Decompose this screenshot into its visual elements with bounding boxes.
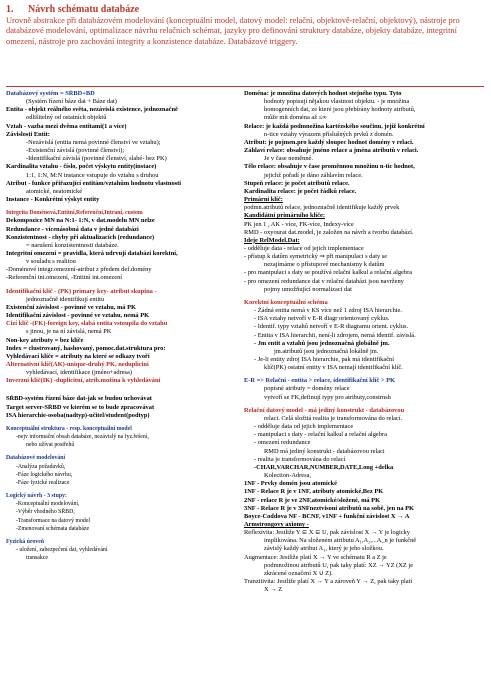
right-line: Kolection-Adresa, — [264, 472, 312, 480]
left-line: Kardinalita vztahu - číslo, počet výskytu entity(instace) — [6, 163, 157, 171]
right-line: RMD - oxyourat dat.model, je založen na návrh a tvorbu databází. — [244, 228, 414, 236]
left-line: Databázové modelování — [6, 455, 66, 462]
right-line: Primární klíč: — [244, 196, 283, 204]
right-line: jejichž pořadí je dáno záhlavím relace. — [264, 171, 363, 179]
left-line: s jinou, je na ní závislá, nemá PK — [26, 328, 112, 336]
right-line: Kardinalita relace: je počet řádků relace. — [244, 187, 357, 195]
left-line: -Výběr vhodného SŘBD, — [16, 509, 75, 516]
left-line: -Fáze logického návrhu, — [16, 471, 73, 478]
right-line: vytvoří se FK,definují typy pro atributy,constrnsh — [264, 393, 391, 401]
left-line: Konceptuální struktura - resp. konceptuální model — [6, 425, 132, 432]
left-line: -Referenční int.omezení, -Entitní int.omezení — [6, 274, 123, 282]
left-line: -Existenční závislá (povinné členství); — [26, 147, 125, 155]
right-line: Armstrongovy axiomy - — [244, 520, 309, 528]
right-line: 1NF - Relace R je v 1NF, atributy atomické,Bez PK — [244, 488, 384, 496]
left-line: Existenční závislost - povinné ve vztahu, má PK — [6, 303, 136, 311]
right-line: - ISA vztahy netvoří v E-R diagr orientovaný cyklus. — [254, 315, 390, 323]
left-line: jednoznačně identifikují entitu — [26, 295, 105, 303]
left-line: Logický návrh - 3 stupy: — [6, 493, 67, 500]
left-line: Integritní omezení = pravidla, která udrvují databázi korektní, — [6, 249, 178, 257]
right-line: Relační datový model - má jediný konstrukt - databázovou — [244, 406, 405, 414]
left-line: Redundance - vícenásobná data v jedné databázi — [6, 225, 139, 233]
right-line: PK jen 1 , AK - více, FK-více, Indexy-více — [244, 220, 354, 228]
right-column — [244, 90, 486, 594]
left-line: Vyhledávací klíče = atributy na které se odkazy tvoří — [6, 352, 150, 360]
right-line: - omezení redundance — [254, 439, 311, 447]
right-line: Augmentace: Jestliže platí X → Y ve schématu R a Z je — [244, 553, 387, 561]
right-line: hodnoty popisují nějakou vlastnost objektu. - je množina — [264, 98, 410, 106]
left-line: Index = clustrovaný, hashovaný, pomoc.dat.struktura pro: — [6, 344, 166, 352]
right-line: 1NF - Prvky domén jsou atomické — [244, 480, 337, 488]
left-line: Integrita Doménová,Entitní,Referenční,Intraní, custom — [6, 210, 143, 217]
left-line: Atribut - funkce přiřazující entitám/vztahům hodnotu vlastnosti — [6, 179, 182, 187]
right-line: - Jm entit a vztahů jsou jednoznačná globálně jm. — [254, 339, 390, 347]
left-line: Entita - objekt reálného světa, nezávislá existence, jednoznačně — [6, 106, 178, 114]
left-line: -Analýza požadavků, — [16, 463, 66, 470]
left-column — [6, 90, 236, 562]
right-line: - pro manipulaci s daty se používá relační kalkul a relační algebra — [244, 269, 413, 277]
left-line: (Systém řízení báze dat + Báze dat) — [26, 98, 117, 106]
right-line: E-R => Relační - entita > relace, identifikační klíč > PK — [244, 377, 395, 385]
right-line: Záhlaví relace: obsahuje jméno relace a jména atributů v relaci. — [244, 147, 419, 155]
left-line: -Nezávislá (entita nemá povinné členství ve vztahu); — [26, 138, 161, 146]
left-line: Non-key atributy = bez klíče — [6, 336, 84, 344]
right-line: -CHAR,VARCHAR,NUMBER,DATE,Long +delka — [254, 463, 394, 471]
left-line: -Zmenovaní schémata databáze — [16, 525, 90, 532]
right-line: - pro omezení redundance dat v relační databázi jsou navrženy — [244, 277, 404, 285]
left-line: Cizí klíč -(FK)-foreign key, slabá entita vstoupila do vztahu — [6, 320, 168, 328]
left-line: nebo užívat postřehů — [26, 442, 75, 449]
left-line: ISA hierarchie-osoba(nadtyp)-učitel/student(podtyp) — [6, 411, 150, 419]
right-line: Tranzitivita: Jestliže platí X → Y a zároveň Y → Z, pak taky platí — [244, 578, 413, 586]
left-line: Target server-SŘBD ve kterém se to bude zpracovávat — [6, 403, 155, 411]
section-number: 1. — [6, 4, 14, 15]
right-line: Atribut: je pojmen.pro každý sloupec hodnot domény v relaci. — [244, 138, 414, 146]
right-line: - Je-li entity zdroj ISA hierarchie, pak má identifikační — [254, 356, 395, 363]
left-line: Identifikační závislost - povinné ve vztahu, nemá PK — [6, 312, 150, 320]
left-line: atomické, neatomické — [26, 187, 83, 195]
left-line: SŘBD-systém řízení báze dat-jak se budou uchovávat — [6, 395, 152, 403]
right-line: X → Z — [264, 586, 283, 594]
right-line: Kandidátní primárního klíče: — [244, 212, 325, 220]
right-line: závislý každý atribut A₁, který je jeho složkou. — [264, 545, 384, 553]
right-line: Ideje RelModel.Dat: — [244, 236, 300, 244]
right-line: relaci. Celá složitá realita je transformována do relací. — [264, 414, 403, 422]
right-line: klíč(PK) ostatní entity v ISA nemají identifikační klíč. — [264, 364, 403, 372]
right-line: podmn.atributů relace, jednoznačně identifikuje každý prvek — [244, 204, 400, 212]
right-line: - Entita v ISA hierarchii, není-li zdrojem, nemá identif. závislá. — [254, 331, 416, 339]
right-line: Korektní konceptuální schéma — [244, 298, 328, 306]
right-line: - odděluje data od jejich implementace — [254, 423, 354, 431]
right-line: n-tice vztahy výrazem příslušných prvků z domén. — [264, 130, 394, 138]
left-line: -Doménové integr.omezení-atribut z předem def.domény — [6, 266, 152, 274]
right-line: - odděluje data - relace od jejich implementace — [244, 244, 364, 252]
left-line: Identifikační klíč - (PK) primary key- atribut skupina - — [6, 287, 157, 295]
right-line: Stupeň relace: je počet atributů relace. — [244, 179, 350, 187]
right-line: jm.atributů jsou jednoznačná lokálně jm. — [274, 347, 379, 355]
right-line: Tělo relace: obsahuje v čase proměnnou množinu n-tic hodnot, — [244, 163, 415, 171]
right-line: homogenních dat, ze které jsou přebírány hodnoty atributů, — [264, 106, 416, 114]
left-line: -Fáze fyzické realizace — [16, 479, 70, 486]
left-line: Závislosti Entit: — [6, 130, 50, 138]
left-line: transakce — [26, 555, 48, 562]
section-title — [6, 4, 484, 15]
right-line: RMD má jediný konstrukt - databázovou relaci — [264, 447, 385, 455]
left-line: - uložení, zabezpečení dat, vyhledávání — [16, 546, 108, 553]
right-line: - realita je transformována do relací — [254, 455, 346, 463]
right-line: nezajímáme o přístupové mechanismy k datům — [264, 261, 385, 269]
header-divider — [6, 86, 484, 87]
right-line: zkrácené označení X ∪ Z). — [264, 569, 333, 577]
right-line: popisné atributy = domény relace — [264, 385, 350, 393]
left-line: Fyzická úroveň — [6, 538, 45, 545]
left-line: Alternativní klíč(AK)-unique-druhý PK, nedupliciní — [6, 361, 149, 368]
right-line: Je v čase neměnné. — [264, 155, 313, 163]
left-line: Vztah - vazba mezi dvěma entitami(1 a více) — [6, 122, 127, 130]
right-line: může mít doména až ≤∞ — [264, 114, 327, 122]
right-line: implikována. Na složeném atributu A₁,A₂,...A_n je funkčně — [264, 537, 417, 545]
right-line: Boyce-Coddova NF - BCNF, v1NF + funkční závislost X → A — [244, 512, 410, 520]
section-description: Urovně abstrakce při databázovém modelování (konceptuální model, datový model: relační, objektově-relační, objektový), nástroje pro databázové modelování, optimalizace návrhu relačních schémat, jazyky pro definování struktury databáze, objekty databáze, integritní omezení, nástroje pro zachování integrity a konzistence databáze. Databázové triggery. — [6, 16, 460, 46]
left-line: = narušení konzistentnosti databáze. — [26, 241, 119, 249]
right-line: Doména: je množina datových hodnot stejného typu. Tyto — [244, 90, 402, 97]
left-line: -nejv informační obsah databáze, nezávislý na fyz.řešení, — [16, 434, 149, 441]
left-line: odlišitelný od ostatních objektů — [26, 114, 107, 122]
left-line: Konzistentnost - chyby při aktualizacích (redundance) — [6, 233, 155, 241]
right-line: - manipulaci s daty - relační kalkul a relační algebra — [254, 431, 387, 439]
right-line: 2NF - relace R je ve 2NF,atomické/složené, má PK — [244, 496, 381, 504]
left-line: Databázový systém = SŘBD+BD — [6, 90, 95, 97]
left-line: v souladu s realitou — [26, 258, 76, 266]
right-line: Relace: je každá podmnožina kartézského součinu, jejíž konkrétní — [244, 122, 425, 130]
right-line: - přístup k datům symetrický ⇒ při manipulaci s daty se — [244, 253, 388, 261]
left-line: -Transformace na datový model — [16, 517, 90, 524]
right-line: podmnožinou atributů U, pak taky platí: XZ → YZ (XZ je — [264, 561, 414, 569]
left-line: vyhledávací, identifikace (jméno+adresa) — [26, 369, 132, 377]
left-line: Dekompozice MN na N:1- 1:N, v dat.modelu MN nelze — [6, 217, 155, 225]
right-line: 3NF - Relace R je v 3NFneztvisoni atributů na sobě, jen na PK — [244, 504, 414, 512]
left-line: Instance - Konkrétní výskyt entity — [6, 196, 100, 204]
right-line: - Žádná entita nemá v KS více než 1 zdroj ISA hierarchie. — [254, 307, 402, 315]
right-line: Reflexivita: Jestliže Y ⊆ X ⊆ U, pak závislost X → Y je logicky — [244, 529, 410, 537]
left-line: 1:1, 1:N, M:N instance vstupuje do vztahu s druhou — [26, 171, 159, 179]
left-line: -Identifikační závislá (povinné členství, slabé- bez PK) — [26, 155, 167, 163]
left-line: -Konceptuální modelování, — [16, 501, 80, 508]
right-line: pojmy umožňující normalizaci dat — [264, 285, 352, 293]
right-line: - Identif. typy vztahů netvoří v E-R diagramu orient. cyklus. — [254, 323, 409, 331]
left-line: Inverzní klíč(IK) -duplicitní, atrib.možina k vyhledávání — [6, 377, 161, 385]
section-title-text: Návrh schématu databáze — [28, 4, 140, 15]
section-header — [6, 4, 484, 47]
